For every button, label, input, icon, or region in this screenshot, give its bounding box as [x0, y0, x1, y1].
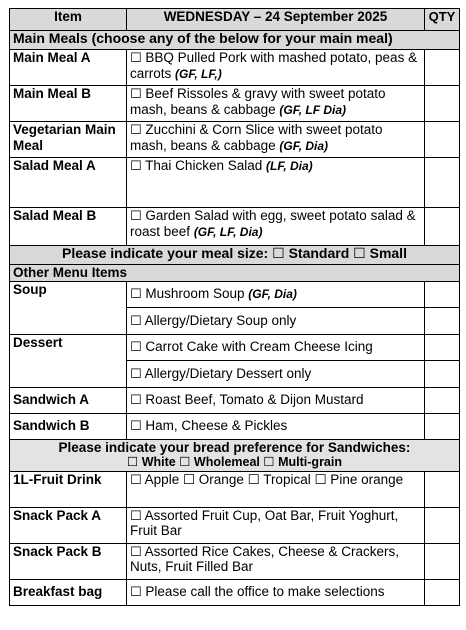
menu-row	[10, 471, 460, 507]
option-text: Thai Chicken Salad	[145, 158, 263, 173]
menu-row	[10, 158, 460, 208]
checkbox-icon[interactable]: ☐	[130, 122, 142, 137]
option-text: Mushroom Soup	[145, 285, 245, 301]
row-label: Vegetarian Main Meal	[10, 122, 127, 158]
menu-option[interactable]	[127, 122, 425, 158]
checkbox-icon[interactable]: ☐	[130, 507, 142, 523]
row-label: Snack Pack A	[10, 507, 127, 543]
item-header: Item	[10, 9, 127, 31]
menu-option[interactable]	[127, 507, 425, 543]
menu-option[interactable]	[127, 307, 425, 334]
qty-cell[interactable]	[425, 208, 460, 246]
bread-preference	[10, 439, 460, 471]
checkbox-icon[interactable]: ☐	[130, 365, 142, 381]
qty-cell[interactable]	[425, 360, 460, 387]
menu-option[interactable]	[127, 471, 425, 507]
diet-tag: (GF, Dia)	[279, 138, 329, 153]
menu-option[interactable]	[127, 413, 425, 439]
checkbox-icon[interactable]: ☐	[130, 418, 142, 434]
header-row	[10, 9, 460, 31]
qty-cell[interactable]	[425, 334, 460, 360]
menu-row	[10, 543, 460, 579]
menu-option[interactable]	[127, 360, 425, 387]
checkbox-icon[interactable]: ☐	[130, 158, 142, 173]
row-label: Soup	[10, 281, 127, 334]
checkbox-icon[interactable]: ☐	[130, 339, 142, 355]
date-header: WEDNESDAY – 24 September 2025	[127, 9, 425, 31]
main-meals-heading: Main Meals (choose any of the below for your main meal)	[10, 31, 460, 50]
menu-option[interactable]	[127, 579, 425, 605]
checkbox-icon[interactable]: ☐	[130, 285, 142, 301]
checkbox-icon[interactable]: ☐	[130, 584, 142, 600]
meal-size-label: Please indicate your meal size:	[62, 245, 269, 261]
menu-option[interactable]	[127, 281, 425, 307]
checkbox-icon[interactable]: ☐	[179, 455, 191, 469]
qty-cell[interactable]	[425, 50, 460, 86]
checkbox-icon[interactable]: ☐	[130, 50, 142, 65]
qty-cell[interactable]	[425, 158, 460, 208]
row-label: 1L-Fruit Drink	[10, 471, 127, 507]
menu-option[interactable]	[127, 543, 425, 579]
option-text: Apple ☐ Orange ☐ Tropical ☐ Pine orange	[144, 471, 404, 487]
menu-option[interactable]	[127, 387, 425, 413]
menu-row	[10, 122, 460, 158]
meal-size-row	[10, 246, 460, 265]
qty-cell[interactable]	[425, 122, 460, 158]
qty-cell[interactable]	[425, 86, 460, 122]
checkbox-icon[interactable]: ☐	[272, 245, 285, 261]
bread-white[interactable]: White	[141, 455, 176, 469]
menu-row	[10, 86, 460, 122]
row-label: Sandwich B	[10, 413, 127, 439]
checkbox-icon[interactable]: ☐	[130, 312, 142, 328]
diet-tag: (GF, Dia)	[248, 286, 297, 301]
bread-wholemeal[interactable]: Wholemeal	[193, 455, 260, 469]
checkbox-icon[interactable]: ☐	[130, 543, 142, 559]
checkbox-icon[interactable]: ☐	[353, 245, 366, 261]
option-text: Ham, Cheese & Pickles	[145, 418, 288, 434]
menu-row	[10, 413, 460, 439]
qty-cell[interactable]	[425, 579, 460, 605]
option-text: BBQ Pulled Pork with mashed potato, peas & carrots	[130, 50, 418, 81]
menu-row	[10, 507, 460, 543]
qty-cell[interactable]	[425, 413, 460, 439]
menu-row	[10, 334, 460, 360]
menu-option[interactable]	[127, 158, 425, 208]
qty-cell[interactable]	[425, 387, 460, 413]
qty-cell[interactable]	[425, 281, 460, 307]
option-text: Zucchini & Corn Slice with sweet potato mash, beans & cabbage	[130, 122, 383, 153]
qty-cell[interactable]	[425, 471, 460, 507]
row-label: Dessert	[10, 334, 127, 387]
menu-row	[10, 50, 460, 86]
checkbox-icon[interactable]: ☐	[130, 471, 142, 487]
option-text: Allergy/Dietary Dessert only	[144, 365, 312, 381]
bread-options	[13, 455, 456, 471]
meal-size-prompt	[10, 246, 460, 265]
checkbox-icon[interactable]: ☐	[263, 455, 275, 469]
option-text: Carrot Cake with Cream Cheese Icing	[145, 339, 373, 355]
size-standard[interactable]: Standard	[288, 245, 350, 261]
option-text: Allergy/Dietary Soup only	[144, 312, 297, 328]
menu-row	[10, 579, 460, 605]
option-text: Garden Salad with egg, sweet potato salad & roast beef	[130, 208, 416, 239]
option-text: Assorted Rice Cakes, Cheese & Crackers, Nuts, Fruit Filled Bar	[130, 543, 400, 574]
bread-multigrain[interactable]: Multi-grain	[278, 455, 342, 469]
menu-row	[10, 281, 460, 307]
qty-cell[interactable]	[425, 507, 460, 543]
checkbox-icon[interactable]: ☐	[130, 86, 142, 101]
row-label: Sandwich A	[10, 387, 127, 413]
menu-option[interactable]	[127, 86, 425, 122]
bread-preference-row	[10, 439, 460, 471]
menu-row	[10, 387, 460, 413]
option-text: Roast Beef, Tomato & Dijon Mustard	[145, 392, 364, 408]
size-small[interactable]: Small	[369, 245, 407, 261]
row-label: Salad Meal B	[10, 208, 127, 246]
row-label: Snack Pack B	[10, 543, 127, 579]
diet-tag: (GF, LF, Dia)	[193, 224, 263, 239]
row-label: Main Meal B	[10, 86, 127, 122]
main-meals-section	[10, 31, 460, 50]
row-label: Salad Meal A	[10, 158, 127, 208]
row-label: Main Meal A	[10, 50, 127, 86]
qty-header: QTY	[425, 9, 460, 31]
diet-tag: (GF, LF Dia)	[279, 102, 347, 117]
menu-option[interactable]	[127, 334, 425, 360]
other-items-section	[10, 265, 460, 282]
checkbox-icon[interactable]: ☐	[130, 392, 142, 408]
checkbox-icon[interactable]: ☐	[127, 455, 139, 469]
other-items-heading: Other Menu Items	[10, 265, 460, 282]
diet-tag: (GF, LF,)	[175, 66, 222, 81]
option-text: Please call the office to make selections	[145, 584, 385, 600]
checkbox-icon[interactable]: ☐	[130, 208, 142, 223]
row-label: Breakfast bag	[10, 579, 127, 605]
option-text: Beef Rissoles & gravy with sweet potato mash, beans & cabbage	[130, 86, 386, 117]
menu-row	[10, 208, 460, 246]
option-text: Assorted Fruit Cup, Oat Bar, Fruit Yoghurt, Fruit Bar	[130, 507, 399, 538]
bread-prompt: Please indicate your bread preference for Sandwiches:	[58, 439, 411, 455]
menu-order-form	[9, 8, 460, 606]
menu-option[interactable]	[127, 208, 425, 246]
qty-cell[interactable]	[425, 543, 460, 579]
menu-option[interactable]	[127, 50, 425, 86]
diet-tag: (LF, Dia)	[266, 159, 313, 173]
qty-cell[interactable]	[425, 307, 460, 334]
